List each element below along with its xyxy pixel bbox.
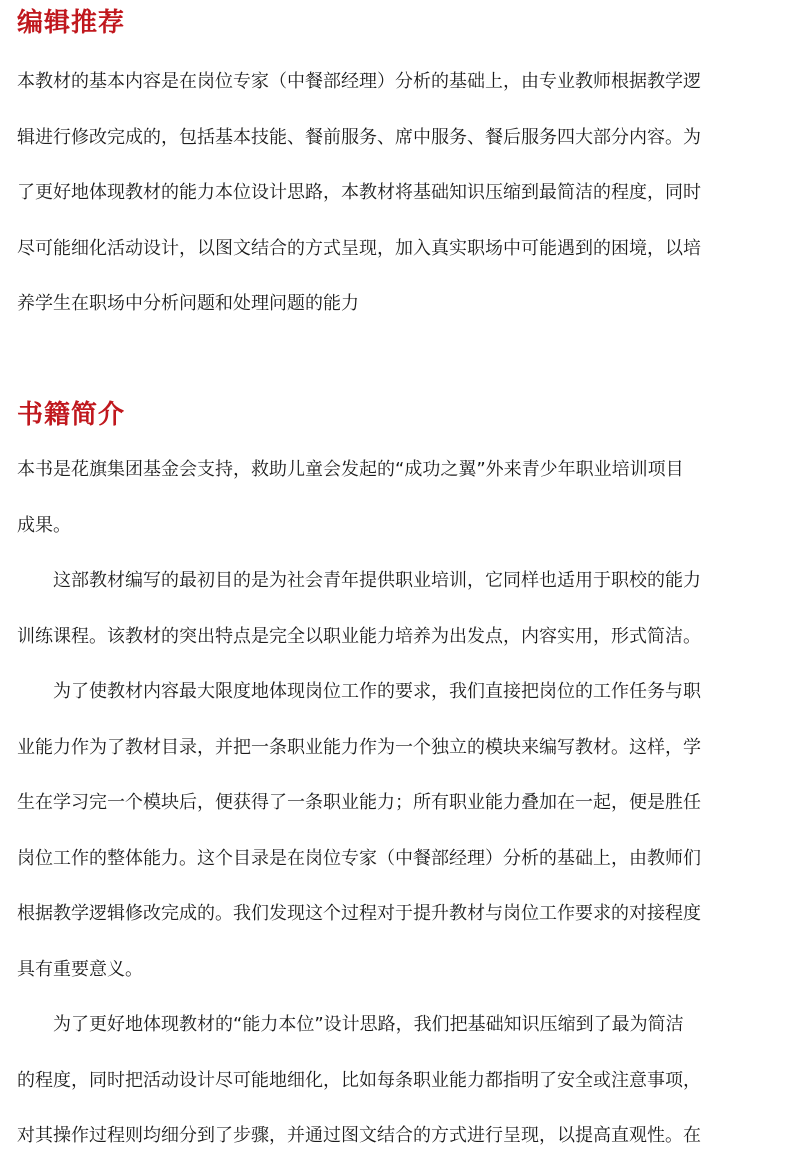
book-intro-heading: 书籍简介: [17, 400, 126, 430]
text-line: 这部教材编写的最初目的是为社会青年提供职业培训，它同样也适用于职校的能力: [17, 570, 701, 591]
text-line: 根据教学逻辑修改完成的。我们发现这个过程对于提升教材与岗位工作要求的对接程度: [17, 903, 701, 924]
text-line: 的程度，同时把活动设计尽可能地细化，比如每条职业能力都指明了安全或注意事项，: [17, 1069, 701, 1091]
text-line: 生在学习完一个模块后，便获得了一条职业能力；所有职业能力叠加在一起，便是胜任: [17, 792, 701, 813]
text-line: 尽可能细化活动设计，以图文结合的方式呈现，加入真实职场中可能遇到的困境，以培: [17, 237, 701, 259]
text-line: 本书是花旗集团基金会支持，救助儿童会发起的“成功之翼”外来青少年职业培训项目: [17, 459, 684, 480]
book-intro-text: [17, 458, 777, 1159]
editor-recommendation-heading: 编辑推荐: [17, 8, 126, 38]
text-line: 业能力作为了教材目录，并把一条职业能力作为一个独立的模块来编写教材。这样，学: [17, 736, 701, 758]
text-line: 养学生在职场中分析问题和处理问题的能力: [17, 293, 359, 314]
text-line: 具有重要意义。: [17, 958, 143, 980]
text-line: 本教材的基本内容是在岗位专家（中餐部经理）分析的基础上，由专业教师根据教学逻: [17, 71, 701, 92]
text-line: 成果。: [17, 514, 71, 536]
text-line: 为了使教材内容最大限度地体现岗位工作的要求，我们直接把岗位的工作任务与职: [17, 681, 701, 702]
text-line: 了更好地体现教材的能力本位设计思路，本教材将基础知识压缩到最简洁的程度，同时: [17, 182, 701, 203]
editor-recommendation-text: [17, 70, 777, 348]
text-line: 岗位工作的整体能力。这个目录是在岗位专家（中餐部经理）分析的基础上，由教师们: [17, 847, 701, 869]
text-line: 辑进行修改完成的，包括基本技能、餐前服务、席中服务、餐后服务四大部分内容。为: [17, 126, 701, 148]
text-line: 训练课程。该教材的突出特点是完全以职业能力培养为出发点，内容实用，形式简洁。: [17, 625, 701, 647]
text-line: 为了更好地体现教材的“能力本位”设计思路，我们把基础知识压缩到了最为简洁: [17, 1014, 684, 1035]
text-line: 对其操作过程则均细分到了步骤，并通过图文结合的方式进行呈现，以提高直观性。在: [17, 1125, 701, 1146]
